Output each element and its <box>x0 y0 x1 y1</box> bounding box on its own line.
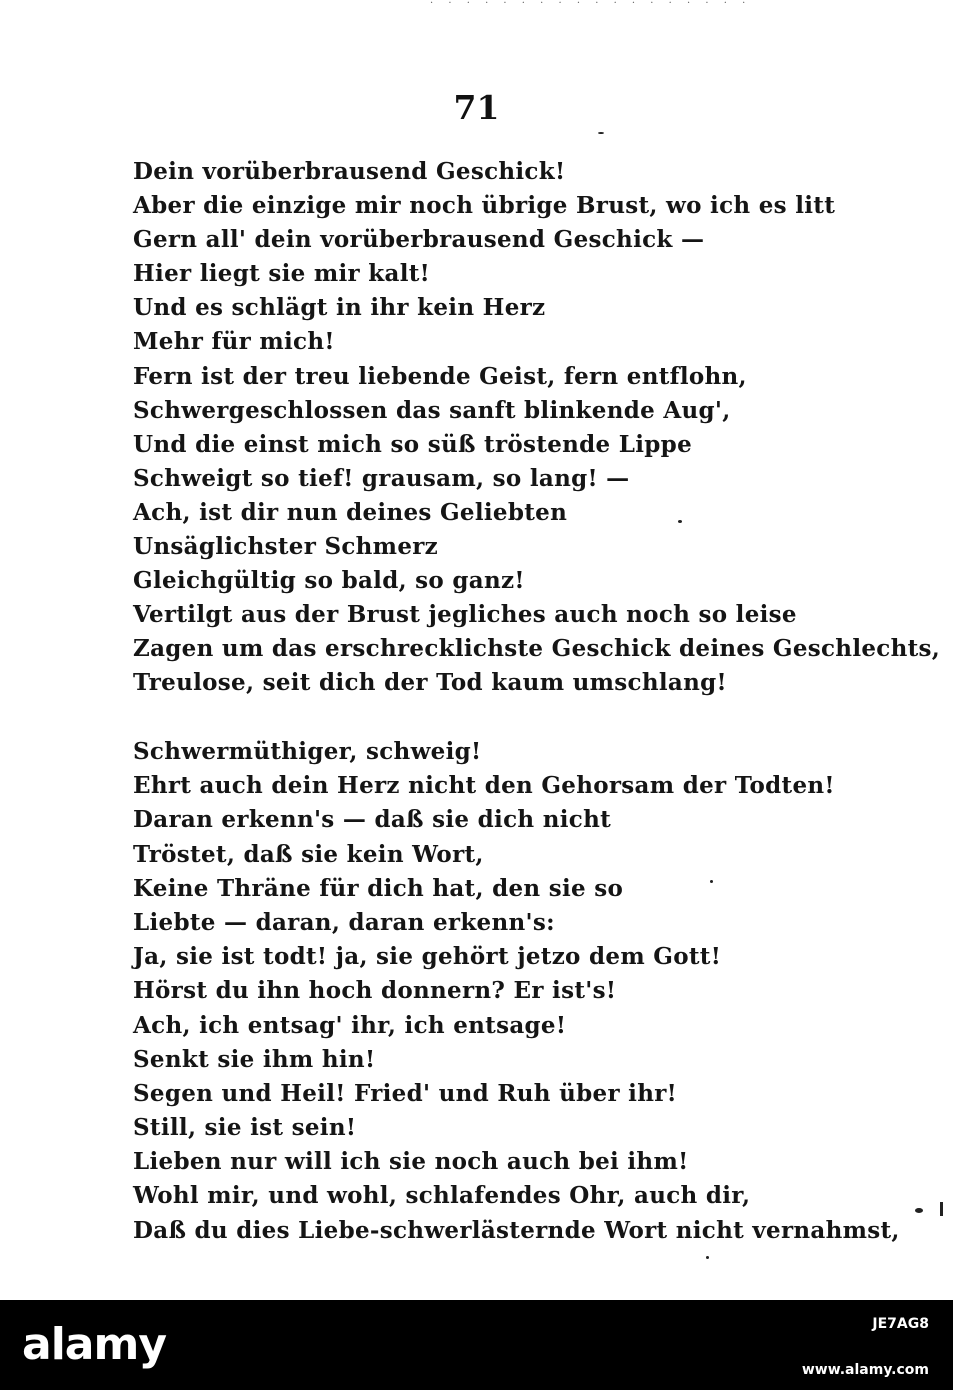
poem-line: Senkt sie ihm hin! <box>133 1045 376 1073</box>
stanza-1 <box>133 155 941 701</box>
poem-line: Hörst du ihn hoch donnern? Er ist's! <box>133 977 617 1005</box>
poem-line: Ja, sie ist todt! ja, sie gehört jetzo dem Gott! <box>133 943 722 971</box>
poem-line: Schweigt so tief! grausam, so lang! — <box>133 464 630 492</box>
poem-line: Unsäglichster Schmerz <box>133 533 439 561</box>
poem-line: Dein vorüberbrausend Geschick! <box>133 158 566 185</box>
poem-line: Fern ist der treu liebende Geist, fern entflohn, <box>133 362 747 390</box>
poem-line: Vertilgt aus der Brust jegliches auch noch so leise <box>133 601 797 629</box>
poem-line: Tröstet, daß sie kein Wort, <box>133 840 484 868</box>
poem-line: Aber die einzige mir noch übrige Brust, wo ich es litt <box>133 192 836 220</box>
poem-line: Lieben nur will ich sie noch auch bei ihm! <box>133 1148 689 1176</box>
poem-line: Gern all' dein vorüberbrausend Geschick — <box>133 226 705 254</box>
scan-speck <box>678 520 682 523</box>
poem-line: Daran erkenn's — daß sie dich nicht <box>133 806 612 834</box>
poem-line: Liebte — daran, daran erkenn's: <box>133 908 555 936</box>
poem-line: Ehrt auch dein Herz nicht den Gehorsam der Todten! <box>133 772 835 800</box>
scan-speck <box>940 1202 943 1216</box>
poem-line: Und die einst mich so süß tröstende Lippe <box>133 430 692 458</box>
poem-line: Treulose, seit dich der Tod kaum umschlang! <box>133 669 727 697</box>
scan-speck <box>706 1256 709 1259</box>
poem-line: Segen und Heil! Fried' und Ruh über ihr! <box>133 1079 678 1107</box>
poem-line: Mehr für mich! <box>133 328 335 356</box>
watermark-footer <box>0 1300 953 1390</box>
poem-line: Keine Thräne für dich hat, den sie so <box>133 874 624 902</box>
poem-line: Daß du dies Liebe-schwerlästernde Wort nicht vernahmst, <box>133 1216 900 1244</box>
poem-line: Schwermüthiger, schweig! <box>133 738 482 765</box>
poem-line: Hier liegt sie mir kalt! <box>133 260 431 288</box>
scan-speck <box>598 132 604 134</box>
top-edge-marks: · · · · · · · · · · · · · · · · · · <box>430 0 752 8</box>
site-url: www.alamy.com <box>801 1362 929 1378</box>
poem-line: Wohl mir, und wohl, schlafendes Ohr, auch dir, <box>133 1182 751 1210</box>
stanza-2 <box>133 735 900 1248</box>
poem-line: Still, sie ist sein! <box>133 1114 357 1142</box>
poem-line: Und es schlägt in ihr kein Herz <box>133 294 546 322</box>
image-id: JE7AG8 <box>872 1316 929 1332</box>
alamy-logo: alamy <box>22 1319 166 1370</box>
poem-line: Schwergeschlossen das sanft blinkende Aug', <box>133 396 731 424</box>
poem-line: Gleichgültig so bald, so ganz! <box>133 567 525 595</box>
poem-line: Zagen um das erschrecklichste Geschick deines Geschlechts, <box>133 635 941 663</box>
scan-speck <box>915 1208 923 1213</box>
page-number: 71 <box>453 88 500 127</box>
scan-speck <box>710 880 713 883</box>
poem-line: Ach, ist dir nun deines Geliebten <box>133 498 568 526</box>
poem-line: Ach, ich entsag' ihr, ich entsage! <box>133 1011 567 1039</box>
